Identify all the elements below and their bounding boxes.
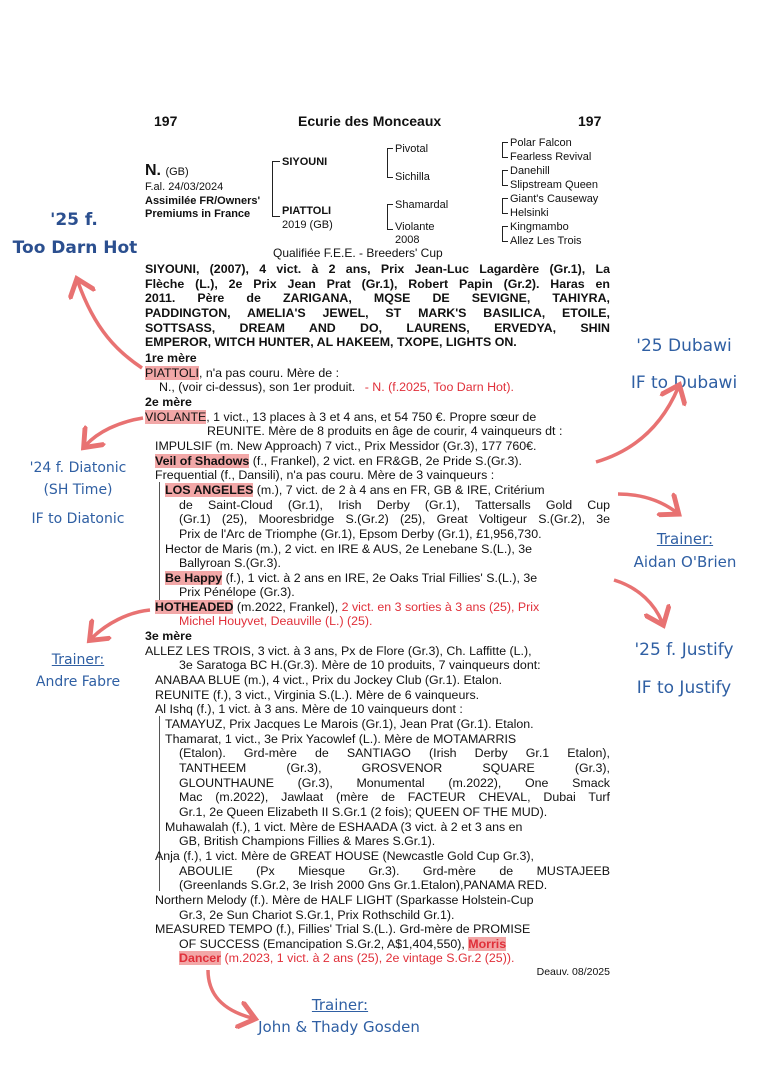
note-dubawi-2: IF to Dubawi (630, 373, 738, 393)
note-gosden-label: Trainer: (311, 996, 369, 1014)
horse-country: (GB) (165, 166, 189, 178)
violante-name: VIOLANTE (145, 410, 207, 424)
third-dam-line: MEASURED TEMPO (f.), Fillies' Trial S.(L.). Grd-mère de PROMISE (155, 922, 531, 936)
la-rest: (m.), 7 vict. de 2 à 4 ans en FR, GB & IRE, Critérium (253, 483, 545, 497)
third-dam-line: GB, British Champions Fillies & Mares S.Gr.1). (179, 834, 436, 848)
note-diatonic-2: (SH Time) (43, 482, 113, 498)
note-obrien-name: Aidan O'Brien (633, 553, 737, 571)
sire-para-line: Flèche (L.), 2e Prix Jean Prat (Gr.1), Robert Papin (Gr.2). Haras en (145, 277, 610, 291)
hotheaded-name: HOTHEADED (155, 600, 234, 614)
page-number-right: 197 (578, 113, 602, 129)
hotheaded-line-2: Michel Houyvet, Deauville (L.) (25). (179, 614, 373, 628)
sire-sire: Pivotal (395, 143, 429, 155)
be-happy-rest: (f.), 1 vict. à 2 ans en IRE, 2e Oaks Trial Fillies' S.(L.), 3e (222, 571, 538, 585)
sire-para-line: SOTTSASS, DREAM AND DO, LAURENS, ERVEDYA, SHIN (145, 321, 610, 335)
note-diatonic-3: IF to Diatonic (31, 511, 125, 527)
sire-para-line: 2011. Père de ZARIGANA, MQSE DE SEVIGNE, TAHIYRA, (145, 291, 610, 305)
sire-para-line: PADDINGTON, AMELIA'S JEWEL, ST MARK'S BASILICA, ETOILE, (145, 306, 610, 320)
third-dam-line: Mac (m.2022), Jawlaat (mère de FACTEUR CHEVAL, Dubai Turf (179, 790, 610, 804)
veil-name: Veil of Shadows (155, 454, 250, 468)
arrow-too-darn-hot (78, 282, 142, 368)
dam-sire: Shamardal (395, 199, 449, 211)
note-dubawi-1: '25 Dubawi (636, 336, 732, 356)
third-dam-line: Anja (f.), 1 vict. Mère de GREAT HOUSE (Newcastle Gold Cup Gr.3), (155, 849, 534, 863)
dam-dam: Violante (395, 221, 435, 233)
note-justify-1: '25 f. Justify (634, 640, 734, 660)
third-dam-line: REUNITE (f.), 3 vict., Virginia S.(L.). Mère de 6 vainqueurs. (155, 688, 480, 702)
hector-line-2: Ballyroan S.(Gr.3). (179, 556, 281, 570)
note-fabre-label: Trainer: (51, 652, 105, 668)
note-justify-2: IF to Justify (636, 678, 732, 698)
premiums-line-1: Assimilée FR/Owners' (145, 195, 261, 207)
third-dam-line: (Greenlands S.Gr.2, 3e Irish 2000 Gns Gr.1.Etalon),PANAMA RED. (179, 878, 548, 892)
third-dam-heading: 3e mère (145, 629, 192, 643)
sire-sire-dam: Fearless Revival (510, 151, 592, 163)
arrow-obrien (618, 494, 676, 512)
arrow-gosden (208, 970, 252, 1018)
third-dam-line: TAMAYUZ, Prix Jacques Le Marois (Gr.1), Jean Prat (Gr.1). Etalon. (165, 717, 534, 731)
first-dam-rest: , n'a pas couru. Mère de : (198, 366, 340, 380)
third-dam-line: Northern Melody (f.). Mère de HALF LIGHT (Sparkasse Holstein-Cup (155, 893, 534, 907)
sire-para-line: EMPEROR, WITCH HUNTER, AL HAKEEM, TXOPE, LIGHTS ON. (145, 335, 517, 349)
third-dam-line: ALLEZ LES TROIS, 3 vict. à 3 ans, Px de Flore (Gr.3), Ch. Laffitte (L.), (145, 644, 532, 658)
morris-name-2: Dancer (179, 951, 222, 965)
hotheaded-rest: (m.2022, Frankel), (233, 600, 342, 614)
page-title: Ecurie des Monceaux (298, 113, 442, 129)
sire-para-line: SIYOUNI, (2007), 4 vict. à 2 ans, Prix Jean-Luc Lagardère (Gr.1), La (145, 262, 610, 276)
morris-name-1: Morris (468, 937, 507, 951)
impulsif-line: IMPULSIF (m. New Approach) 7 vict., Prix Messidor (Gr.3), 177 760€. (155, 439, 537, 453)
be-happy-line-2: Prix Pénélope (Gr.3). (179, 585, 295, 599)
note-obrien-label: Trainer: (656, 530, 714, 548)
veil-rest: (f., Frankel), 2 vict. en FR&GB, 2e Pride S.(Gr.3). (249, 454, 523, 468)
dam-sire-dam: Helsinki (510, 207, 549, 219)
violante-rest: , 1 vict., 13 places à 3 et 4 ans, et 54 750 €. Propre sœur de (206, 410, 537, 424)
footer-date: Deauv. 08/2025 (536, 966, 610, 978)
dam-info: 2019 (GB) (282, 219, 333, 231)
premiums-line-2: Premiums in France (145, 208, 251, 220)
third-dam-line: ANABAA BLUE (m.), 4 vict., Prix du Jockey Club (Gr.1). Etalon. (155, 673, 503, 687)
hector-line: Hector de Maris (m.), 2 vict. en IRE & AUS, 2e Lenebane S.(L.), 3e (165, 542, 533, 556)
la-line-2: de Saint-Cloud (Gr.1), Irish Derby (Gr.1), Tattersalls Gold Cup (179, 498, 610, 512)
hotheaded-red: 2 vict. en 3 sorties à 3 ans (25), Prix (341, 600, 540, 614)
produce-text: N., (voir ci-dessus), son 1er produit. (159, 380, 356, 394)
second-dam-heading: 2e mère (145, 395, 192, 409)
measured-tempo-tail: OF SUCCESS (Emancipation S.Gr.2, A$1,404,550), (179, 937, 465, 951)
first-dam-heading: 1re mère (145, 351, 197, 365)
note-fabre-name: Andre Fabre (35, 674, 121, 690)
sire-name: SIYOUNI (282, 156, 328, 168)
sire-dam: Sichilla (395, 171, 430, 183)
note-too-darn-hot-2: Too Darn Hot (12, 238, 138, 258)
dam-dam-sire: Kingmambo (510, 221, 569, 233)
arrow-fabre (92, 610, 150, 638)
la-line-3: (Gr.1) (25), Mooresbridge S.(Gr.2) (25), Great Voltigeur S.(Gr.2), 3e (179, 512, 610, 526)
third-dam-line: Thamarat, 1 vict., 3e Prix Yacowlef (L.). Mère de MOTAMARRIS (165, 732, 517, 746)
sire-dam-dam: Slipstream Queen (510, 179, 599, 191)
sire-sire-sire: Polar Falcon (510, 137, 572, 149)
dam-name: PIATTOLI (282, 205, 332, 217)
produce-note: - N. (f.2025, Too Darn Hot). (364, 380, 514, 394)
third-dam-line: TANTHEEM (Gr.3), GROSVENOR SQUARE (Gr.3), (179, 761, 610, 775)
horse-foaled: F.al. 24/03/2024 (145, 181, 224, 193)
arrow-dubawi (596, 388, 678, 462)
first-dam-name: PIATTOLI (145, 366, 199, 380)
arrow-justify (614, 580, 662, 622)
frequential-line: Frequential (f., Dansili), n'a pas couru. Mère de 3 vainqueurs : (155, 468, 495, 482)
note-too-darn-hot-1: '25 f. (50, 210, 98, 230)
dam-sire-sire: Giant's Causeway (510, 193, 599, 205)
note-gosden-name: John & Thady Gosden (258, 1018, 420, 1036)
third-dam-line: 3e Saratoga BC H.(Gr.3). Mère de 10 produits, 7 vainqueurs dont: (179, 658, 541, 672)
third-dam-line: Muhawalah (f.), 1 vict. Mère de ESHAADA (3 vict. à 2 et 3 ans en (165, 820, 523, 834)
la-name: LOS ANGELES (165, 483, 254, 497)
be-happy-name: Be Happy (165, 571, 223, 585)
la-line-4: Prix de l'Arc de Triomphe (Gr.1), Epsom Derby (Gr.1), £1,956,730. (179, 527, 542, 541)
morris-red: (m.2023, 1 vict. à 2 ans (25), 2e vintage S.Gr.2 (25)). (221, 951, 515, 965)
arrow-diatonic (86, 418, 143, 445)
horse-name: N. (145, 162, 161, 179)
third-dam-line: Al Ishq (f.), 1 vict. à 3 ans. Mère de 10 vainqueurs dont : (155, 702, 463, 716)
third-dam-line: Gr.3, 2e Sun Chariot S.Gr.1, Prix Rothschild Gr.1). (179, 908, 455, 922)
third-dam-line: Gr.1, 2e Queen Elizabeth II S.Gr.1 (2 fois); QUEEN OF THE MUD). (179, 805, 548, 819)
note-diatonic-1: '24 f. Diatonic (29, 460, 127, 476)
page-number-left: 197 (154, 113, 178, 129)
third-dam-line: GLOUNTHAUNE (Gr.3), Monumental (m.2022), One Smack (179, 776, 610, 790)
violante-line-2: REUNITE. Mère de 8 produits en âge de courir, 4 vainqueurs dt : (207, 424, 563, 438)
dam-dam-year: 2008 (395, 234, 420, 246)
sire-dam-sire: Danehill (510, 165, 550, 177)
third-dam-line: (Etalon). Grd-mère de SANTIAGO (Irish Derby Gr.1 Etalon), (179, 746, 610, 760)
third-dam-line: ABOULIE (Px Miesque Gr.3). Grd-mère de MUSTAJEEB (179, 864, 610, 878)
dam-dam-dam: Allez Les Trois (510, 235, 582, 247)
qualification-line: Qualifiée F.E.E. - Breeders' Cup (273, 246, 443, 260)
